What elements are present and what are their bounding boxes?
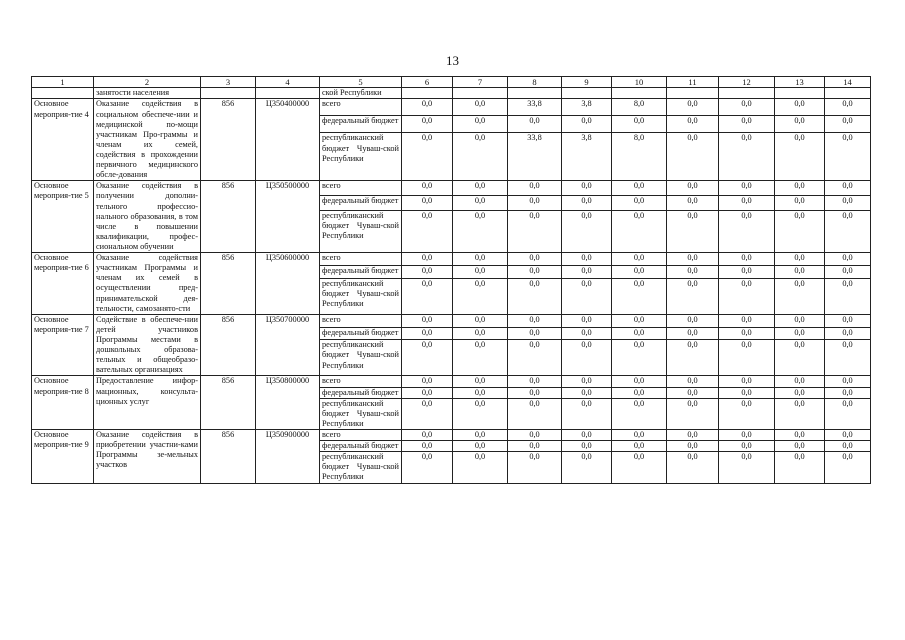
- year-amount: 0,0: [667, 376, 719, 387]
- year-amount: 0,0: [719, 376, 775, 387]
- year-amount: 0,0: [562, 314, 612, 327]
- year-amount: 0,0: [719, 116, 775, 133]
- year-amount: 0,0: [667, 278, 719, 314]
- col-header: 2: [94, 77, 201, 88]
- funding-source-label: республиканский бюджет Чуваш-ской Республики: [320, 211, 402, 253]
- column-number-row: [32, 77, 871, 88]
- year-amount: 3,8: [562, 99, 612, 116]
- ministry-code: 856: [201, 429, 256, 483]
- year-amount: 0,0: [453, 278, 508, 314]
- year-amount: 0,0: [719, 314, 775, 327]
- year-amount: 0,0: [775, 429, 825, 440]
- year-amount: 0,0: [508, 340, 562, 376]
- year-amount: 0,0: [562, 387, 612, 398]
- year-amount: 33,8: [508, 99, 562, 116]
- funding-source-label: федеральный бюджет: [320, 441, 402, 452]
- year-amount: 0,0: [775, 398, 825, 429]
- year-amount: 0,0: [719, 211, 775, 253]
- funding-source-label: федеральный бюджет: [320, 116, 402, 133]
- year-amount: 0,0: [775, 253, 825, 266]
- year-amount: 0,0: [402, 99, 453, 116]
- year-amount: 0,0: [402, 376, 453, 387]
- funding-source-label: всего: [320, 181, 402, 196]
- col-header: 7: [453, 77, 508, 88]
- measure-number: Основное мероприя-тие 9: [32, 429, 94, 483]
- year-amount: 0,0: [508, 253, 562, 266]
- year-amount: 0,0: [667, 452, 719, 483]
- year-amount: 0,0: [667, 133, 719, 181]
- year-amount: 0,0: [508, 116, 562, 133]
- col-header: 4: [256, 77, 320, 88]
- measure-description: Содействие в обеспече-нии детей участников Программы местами в дошкольных образова-тельных и общеобразо-вательных организациях: [94, 314, 201, 376]
- year-amount: 0,0: [612, 211, 667, 253]
- funding-source-label: всего: [320, 99, 402, 116]
- year-amount: 0,0: [562, 441, 612, 452]
- year-amount: 0,0: [508, 181, 562, 196]
- page-number: 13: [446, 53, 459, 68]
- year-amount: 0,0: [775, 181, 825, 196]
- year-amount: 0,0: [402, 314, 453, 327]
- year-amount: 0,0: [825, 429, 871, 440]
- year-amount: 0,0: [612, 314, 667, 327]
- measure-row-total: [32, 376, 871, 387]
- continuation-source-text: ской Республики: [320, 88, 402, 99]
- col-header: 11: [667, 77, 719, 88]
- year-amount: 0,0: [453, 314, 508, 327]
- year-amount: 0,0: [402, 211, 453, 253]
- year-amount: 0,0: [719, 253, 775, 266]
- year-amount: 0,0: [453, 181, 508, 196]
- year-amount: 0,0: [562, 265, 612, 278]
- year-amount: 0,0: [612, 116, 667, 133]
- year-amount: 0,0: [825, 99, 871, 116]
- year-amount: 0,0: [825, 314, 871, 327]
- year-amount: 0,0: [775, 441, 825, 452]
- ministry-code: 856: [201, 253, 256, 315]
- year-amount: 0,0: [825, 398, 871, 429]
- year-amount: 0,0: [508, 398, 562, 429]
- col-header: 12: [719, 77, 775, 88]
- year-amount: 0,0: [453, 196, 508, 211]
- funding-source-label: федеральный бюджет: [320, 387, 402, 398]
- year-amount: 0,0: [453, 327, 508, 340]
- year-amount: 0,0: [775, 327, 825, 340]
- year-amount: 0,0: [719, 133, 775, 181]
- year-amount: 0,0: [508, 196, 562, 211]
- measure-row-total: [32, 429, 871, 440]
- year-amount: 0,0: [508, 278, 562, 314]
- col-header: 5: [320, 77, 402, 88]
- year-amount: 0,0: [775, 133, 825, 181]
- year-amount: 0,0: [508, 327, 562, 340]
- year-amount: 8,0: [612, 99, 667, 116]
- year-amount: 0,0: [402, 116, 453, 133]
- year-amount: 0,0: [562, 376, 612, 387]
- year-amount: 0,0: [825, 376, 871, 387]
- measure-number: Основное мероприя-тие 5: [32, 181, 94, 253]
- ministry-code: 856: [201, 314, 256, 376]
- year-amount: 0,0: [719, 196, 775, 211]
- year-amount: 0,0: [612, 181, 667, 196]
- measure-number: Основное мероприя-тие 8: [32, 376, 94, 430]
- year-amount: 0,0: [825, 196, 871, 211]
- year-amount: 0,0: [667, 211, 719, 253]
- year-amount: 0,0: [612, 327, 667, 340]
- col-header: 8: [508, 77, 562, 88]
- year-amount: 0,0: [562, 429, 612, 440]
- budget-classification-code: Ц350600000: [256, 253, 320, 315]
- year-amount: 0,0: [825, 327, 871, 340]
- year-amount: 0,0: [612, 253, 667, 266]
- year-amount: 0,0: [775, 265, 825, 278]
- year-amount: 0,0: [508, 211, 562, 253]
- year-amount: 0,0: [508, 314, 562, 327]
- year-amount: 0,0: [453, 265, 508, 278]
- funding-source-label: республиканский бюджет Чуваш-ской Республики: [320, 398, 402, 429]
- year-amount: 0,0: [612, 429, 667, 440]
- year-amount: 0,0: [508, 376, 562, 387]
- year-amount: 0,0: [775, 116, 825, 133]
- year-amount: 0,0: [825, 181, 871, 196]
- year-amount: 0,0: [775, 196, 825, 211]
- year-amount: 0,0: [562, 116, 612, 133]
- year-amount: 0,0: [402, 253, 453, 266]
- measure-description: Оказание содействия участникам Программы и членам их семей в осуществлении пред-принимательской дея-тельности, самозанято-сти: [94, 253, 201, 315]
- year-amount: 0,0: [825, 278, 871, 314]
- year-amount: 0,0: [453, 253, 508, 266]
- year-amount: 0,0: [775, 387, 825, 398]
- year-amount: 0,0: [667, 387, 719, 398]
- year-amount: 0,0: [453, 387, 508, 398]
- year-amount: 0,0: [453, 452, 508, 483]
- funding-source-label: республиканский бюджет Чуваш-ской Республики: [320, 133, 402, 181]
- funding-source-label: всего: [320, 253, 402, 266]
- year-amount: 0,0: [453, 441, 508, 452]
- year-amount: 0,0: [508, 441, 562, 452]
- measure-number: Основное мероприя-тие 6: [32, 253, 94, 315]
- year-amount: 0,0: [825, 265, 871, 278]
- year-amount: 0,0: [612, 452, 667, 483]
- year-amount: 0,0: [775, 99, 825, 116]
- measure-description: Оказание содействия в социальном обеспече-нии и медицинской по-мощи участникам Про-граммы и членам их семей, содействия в прохождении первичного медицинского обсле-дования: [94, 99, 201, 181]
- year-amount: 0,0: [508, 452, 562, 483]
- year-amount: 0,0: [667, 441, 719, 452]
- year-amount: 0,0: [775, 314, 825, 327]
- year-amount: 0,0: [775, 211, 825, 253]
- year-amount: 0,0: [825, 441, 871, 452]
- year-amount: 0,0: [667, 116, 719, 133]
- year-amount: 0,0: [825, 116, 871, 133]
- year-amount: 0,0: [612, 340, 667, 376]
- funding-source-label: федеральный бюджет: [320, 327, 402, 340]
- year-amount: 0,0: [775, 376, 825, 387]
- measure-description: Оказание содействия в приобретении участни-ками Программы зе-мельных участков: [94, 429, 201, 483]
- year-amount: 0,0: [562, 340, 612, 376]
- year-amount: 0,0: [453, 429, 508, 440]
- year-amount: 0,0: [825, 387, 871, 398]
- year-amount: 0,0: [562, 278, 612, 314]
- year-amount: 0,0: [402, 133, 453, 181]
- ministry-code: 856: [201, 99, 256, 181]
- year-amount: 0,0: [562, 211, 612, 253]
- year-amount: 0,0: [402, 387, 453, 398]
- measure-number: Основное мероприя-тие 4: [32, 99, 94, 181]
- budget-table: [31, 76, 871, 484]
- year-amount: 0,0: [402, 278, 453, 314]
- year-amount: 0,0: [667, 181, 719, 196]
- year-amount: 0,0: [775, 278, 825, 314]
- year-amount: 0,0: [719, 441, 775, 452]
- year-amount: 0,0: [453, 398, 508, 429]
- funding-source-label: всего: [320, 376, 402, 387]
- year-amount: 0,0: [825, 452, 871, 483]
- funding-source-label: республиканский бюджет Чуваш-ской Республики: [320, 278, 402, 314]
- year-amount: 0,0: [775, 452, 825, 483]
- ministry-code: 856: [201, 181, 256, 253]
- continuation-row: [32, 88, 871, 99]
- col-header: 3: [201, 77, 256, 88]
- year-amount: 0,0: [562, 327, 612, 340]
- year-amount: 0,0: [719, 265, 775, 278]
- funding-source-label: федеральный бюджет: [320, 196, 402, 211]
- measure-description: Оказание содействия в получении дополни-тельного профессио-нального образования, в том числе в повышении квалификации, профес-сиональном обучении: [94, 181, 201, 253]
- measure-description: Предоставление инфор-мационных, консульта-ционных услуг: [94, 376, 201, 430]
- year-amount: 0,0: [562, 253, 612, 266]
- budget-classification-code: Ц350900000: [256, 429, 320, 483]
- year-amount: 0,0: [402, 441, 453, 452]
- year-amount: 0,0: [667, 340, 719, 376]
- year-amount: 0,0: [667, 265, 719, 278]
- funding-source-label: федеральный бюджет: [320, 265, 402, 278]
- year-amount: 0,0: [719, 278, 775, 314]
- year-amount: 0,0: [612, 387, 667, 398]
- continuation-event-text: занятости населения: [94, 88, 201, 99]
- year-amount: 0,0: [402, 181, 453, 196]
- year-amount: 0,0: [453, 211, 508, 253]
- col-header: 10: [612, 77, 667, 88]
- year-amount: 0,0: [612, 398, 667, 429]
- year-amount: 0,0: [402, 398, 453, 429]
- col-header: 13: [775, 77, 825, 88]
- col-header: 1: [32, 77, 94, 88]
- year-amount: 0,0: [402, 340, 453, 376]
- col-header: 6: [402, 77, 453, 88]
- year-amount: 0,0: [562, 181, 612, 196]
- year-amount: 0,0: [562, 398, 612, 429]
- funding-source-label: республиканский бюджет Чуваш-ской Республики: [320, 340, 402, 376]
- year-amount: 0,0: [719, 99, 775, 116]
- measure-row-total: [32, 314, 871, 327]
- year-amount: 0,0: [667, 429, 719, 440]
- year-amount: 0,0: [612, 441, 667, 452]
- year-amount: 0,0: [667, 398, 719, 429]
- year-amount: 0,0: [402, 327, 453, 340]
- year-amount: 0,0: [562, 196, 612, 211]
- year-amount: 0,0: [508, 387, 562, 398]
- year-amount: 0,0: [453, 133, 508, 181]
- year-amount: 0,0: [667, 99, 719, 116]
- year-amount: 3,8: [562, 133, 612, 181]
- col-header: 9: [562, 77, 612, 88]
- budget-classification-code: Ц350800000: [256, 376, 320, 430]
- year-amount: 0,0: [508, 429, 562, 440]
- year-amount: 0,0: [402, 196, 453, 211]
- year-amount: 0,0: [775, 340, 825, 376]
- year-amount: 0,0: [719, 340, 775, 376]
- year-amount: 33,8: [508, 133, 562, 181]
- measure-row-total: [32, 253, 871, 266]
- year-amount: 0,0: [825, 340, 871, 376]
- year-amount: 0,0: [453, 99, 508, 116]
- year-amount: 0,0: [612, 265, 667, 278]
- year-amount: 0,0: [825, 253, 871, 266]
- funding-source-label: всего: [320, 429, 402, 440]
- year-amount: 0,0: [402, 452, 453, 483]
- year-amount: 0,0: [719, 429, 775, 440]
- year-amount: 0,0: [667, 327, 719, 340]
- year-amount: 0,0: [453, 340, 508, 376]
- funding-source-label: всего: [320, 314, 402, 327]
- year-amount: 0,0: [719, 452, 775, 483]
- budget-classification-code: Ц350400000: [256, 99, 320, 181]
- year-amount: 8,0: [612, 133, 667, 181]
- year-amount: 0,0: [667, 314, 719, 327]
- year-amount: 0,0: [453, 376, 508, 387]
- measure-row-total: [32, 181, 871, 196]
- ministry-code: 856: [201, 376, 256, 430]
- year-amount: 0,0: [719, 181, 775, 196]
- measure-number: Основное мероприя-тие 7: [32, 314, 94, 376]
- col-header: 14: [825, 77, 871, 88]
- year-amount: 0,0: [667, 253, 719, 266]
- year-amount: 0,0: [453, 116, 508, 133]
- budget-classification-code: Ц350500000: [256, 181, 320, 253]
- year-amount: 0,0: [402, 265, 453, 278]
- year-amount: 0,0: [825, 133, 871, 181]
- funding-source-label: республиканский бюджет Чуваш-ской Республики: [320, 452, 402, 483]
- year-amount: 0,0: [719, 398, 775, 429]
- year-amount: 0,0: [402, 429, 453, 440]
- year-amount: 0,0: [612, 376, 667, 387]
- year-amount: 0,0: [612, 196, 667, 211]
- year-amount: 0,0: [508, 265, 562, 278]
- year-amount: 0,0: [562, 452, 612, 483]
- year-amount: 0,0: [825, 211, 871, 253]
- year-amount: 0,0: [612, 278, 667, 314]
- measure-row-total: [32, 99, 871, 116]
- year-amount: 0,0: [719, 387, 775, 398]
- year-amount: 0,0: [719, 327, 775, 340]
- year-amount: 0,0: [667, 196, 719, 211]
- budget-classification-code: Ц350700000: [256, 314, 320, 376]
